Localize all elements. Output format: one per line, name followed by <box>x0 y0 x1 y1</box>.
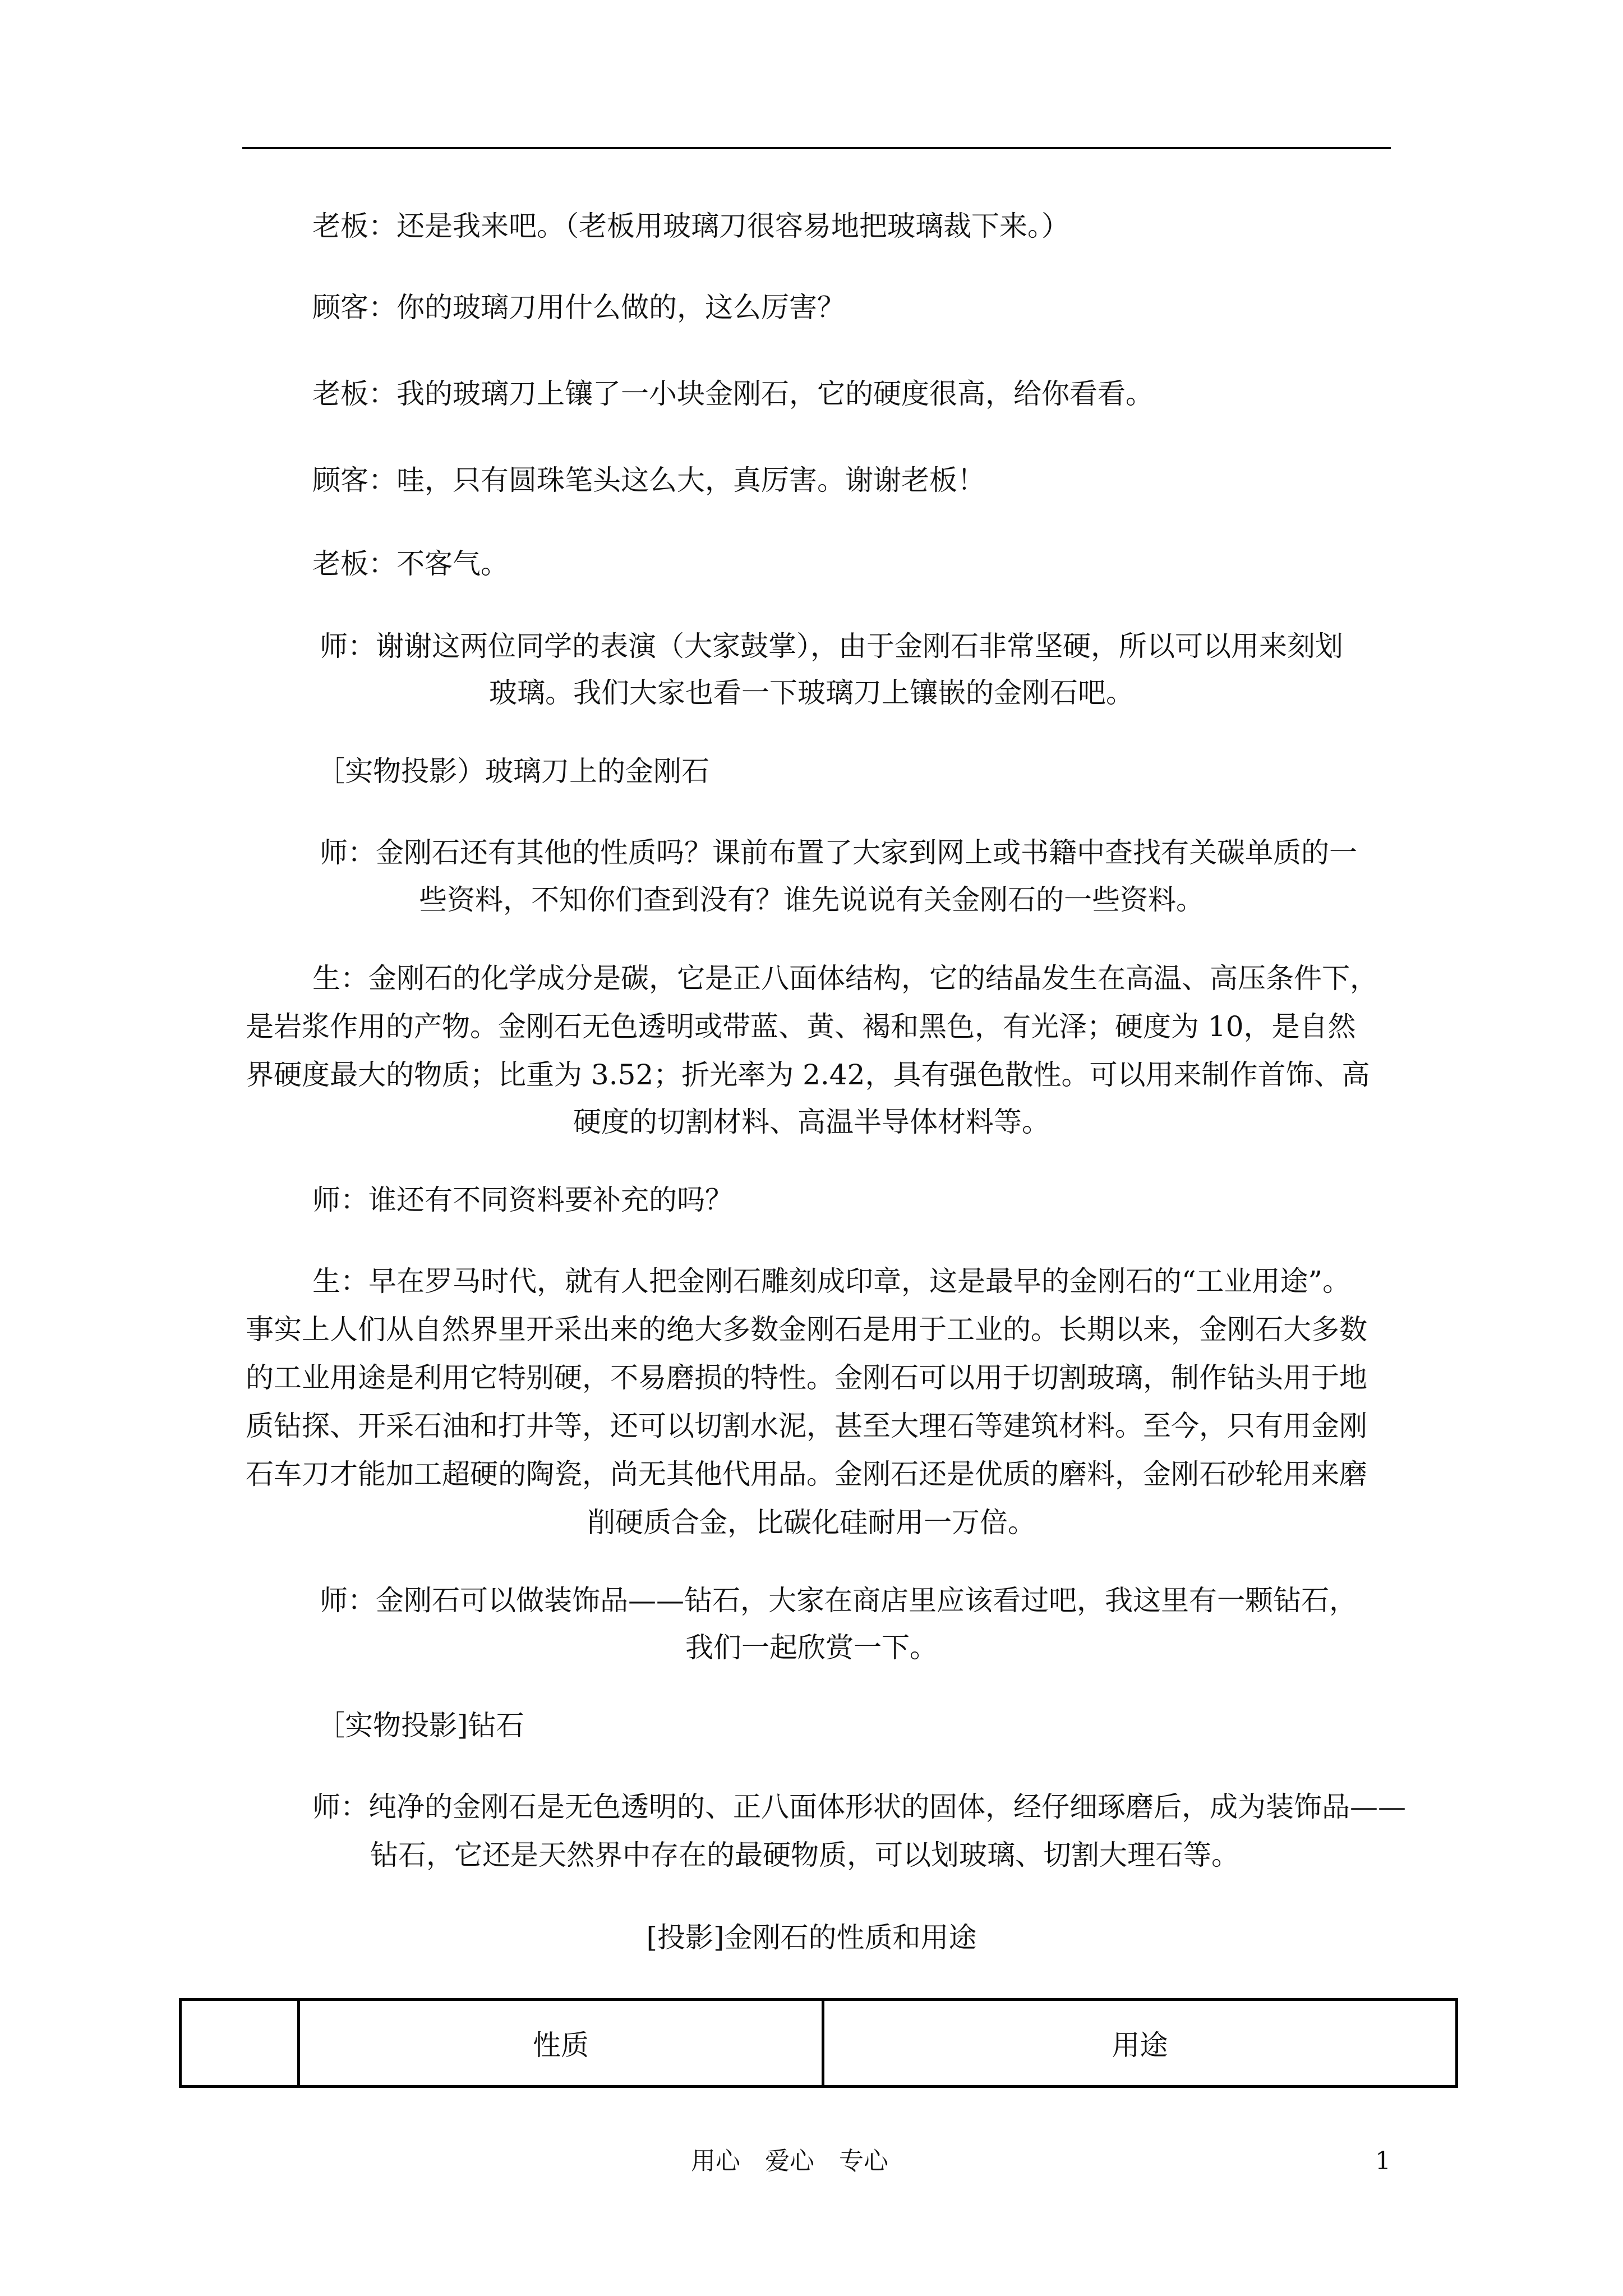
dialogue-line-customer-1: 顾客：你的玻璃刀用什么做的，这么厉害？ <box>312 291 845 324</box>
teacher-paragraph-1-line-2: 玻璃。我们大家也看一下玻璃刀上镶嵌的金刚石吧。 <box>489 677 1134 709</box>
student-paragraph-2-line-5: 石车刀才能加工超硬的陶瓷，尚无其他代用品。金刚石还是优质的磨料，金刚石砂轮用来磨 <box>246 1458 1367 1490</box>
student-paragraph-1-line-1: 生：金刚石的化学成分是碳，它是正八面体结构，它的结晶发生在高温、高压条件下， <box>312 962 1378 995</box>
projection-caption-diamond: ［实物投影]钻石 <box>317 1709 524 1742</box>
teacher-paragraph-2-line-2: 些资料，不知你们查到没有？谁先说说有关金刚石的一些资料。 <box>419 884 1204 916</box>
table-header-property: 性质 <box>299 2000 823 2087</box>
teacher-paragraph-3-line-1: 师：金刚石可以做装饰品——钻石，大家在商店里应该看过吧，我这里有一颗钻石， <box>320 1584 1357 1617</box>
dialogue-line-boss-1: 老板：还是我来吧。（老板用玻璃刀很容易地把玻璃裁下来。） <box>312 210 1069 242</box>
teacher-paragraph-2-line-1: 师：金刚石还有其他的性质吗？课前布置了大家到网上或书籍中查找有关碳单质的一 <box>320 836 1357 869</box>
teacher-paragraph-1-line-1: 师：谢谢这两位同学的表演（大家鼓掌），由于金刚石非常坚硬，所以可以用来刻划 <box>320 630 1343 662</box>
projection-caption-glass-cutter: ［实物投影）玻璃刀上的金刚石 <box>317 755 709 788</box>
student-paragraph-1-line-4: 硬度的切割材料、高温半导体材料等。 <box>573 1106 1050 1138</box>
teacher-paragraph-4-line-1: 师：纯净的金刚石是无色透明的、正八面体形状的固体，经仔细琢磨后，成为装饰品—— <box>312 1791 1406 1823</box>
student-paragraph-1-line-2: 是岩浆作用的产物。金刚石无色透明或带蓝、黄、褐和黑色，有光泽；硬度为 10，是自然 <box>246 1010 1356 1043</box>
teacher-paragraph-4-line-2: 钻石，它还是天然界中存在的最硬物质，可以划玻璃、切割大理石等。 <box>370 1839 1239 1871</box>
table-header-blank <box>181 2000 299 2087</box>
student-paragraph-2-line-1: 生：早在罗马时代，就有人把金刚石雕刻成印章，这是最早的金刚石的“工业用途”。 <box>312 1265 1351 1297</box>
page-number: 1 <box>1375 2147 1391 2175</box>
table-row <box>181 2000 1457 2087</box>
student-paragraph-1-line-3: 界硬度最大的物质；比重为 3.52；折光率为 2.42，具有强色散性。可以用来制作首饰、高 <box>246 1059 1370 1091</box>
dialogue-line-boss-3: 老板：不客气。 <box>312 547 509 580</box>
dialogue-line-boss-2: 老板：我的玻璃刀上镶了一小块金刚石，它的硬度很高，给你看看。 <box>312 378 1154 410</box>
properties-uses-table <box>179 1998 1458 2088</box>
table-header-use: 用途 <box>823 2000 1457 2087</box>
student-paragraph-2-line-2: 事实上人们从自然界里开采出来的绝大多数金刚石是用于工业的。长期以来，金刚石大多数 <box>246 1313 1367 1346</box>
teacher-paragraph-3-line-2: 我们一起欣赏一下。 <box>685 1631 938 1664</box>
projection-caption-properties: [投影]金刚石的性质和用途 <box>646 1921 977 1954</box>
student-paragraph-2-line-6: 削硬质合金，比碳化硅耐用一万倍。 <box>587 1506 1036 1539</box>
student-paragraph-2-line-3: 的工业用途是利用它特别硬，不易磨损的特性。金刚石可以用于切割玻璃，制作钻头用于地 <box>246 1361 1367 1394</box>
student-paragraph-2-line-4: 质钻探、开采石油和打井等，还可以切割水泥，甚至大理石等建筑材料。至今，只有用金刚 <box>246 1410 1367 1442</box>
teacher-question: 师：谁还有不同资料要补充的吗？ <box>312 1184 733 1216</box>
header-rule <box>242 147 1391 149</box>
dialogue-line-customer-2: 顾客：哇，只有圆珠笔头这么大，真厉害。谢谢老板！ <box>312 464 985 496</box>
footer-motto: 用心 爱心 专心 <box>691 2147 888 2175</box>
